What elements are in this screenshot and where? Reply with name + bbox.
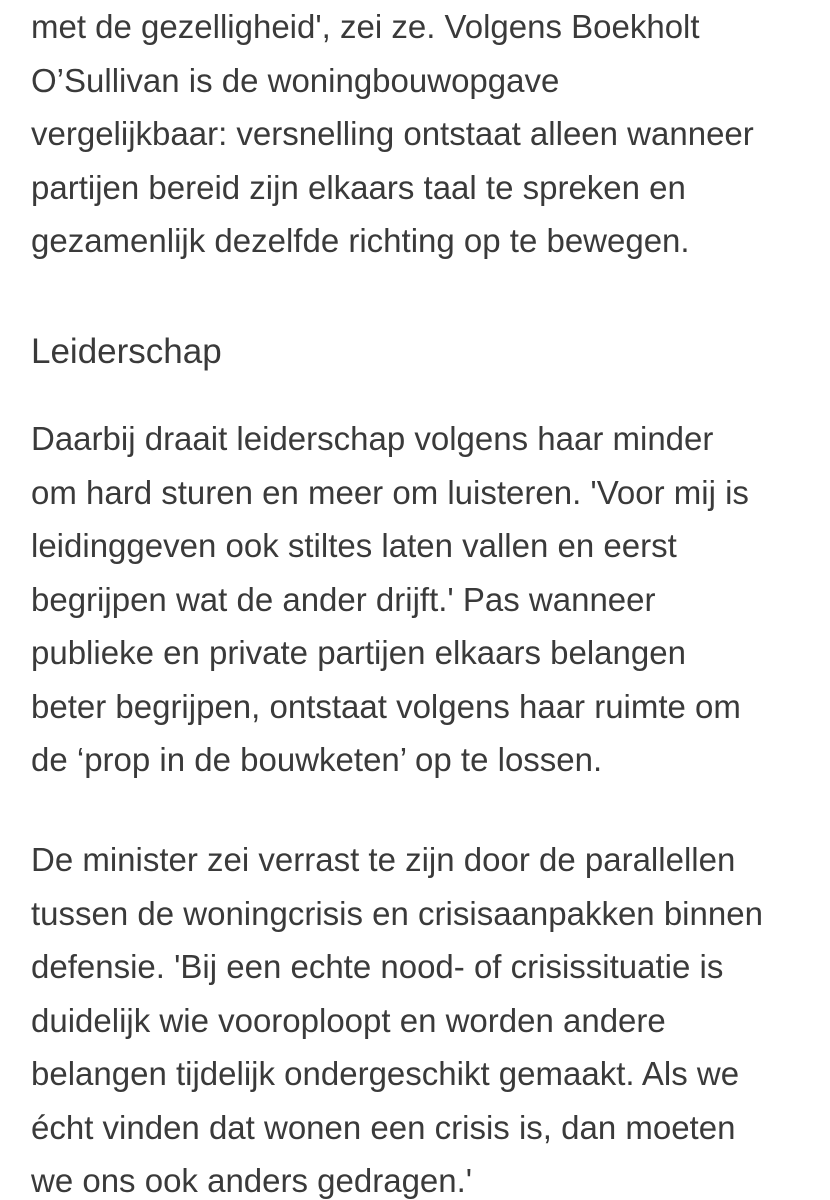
paragraph-minister	[31, 833, 763, 1200]
paragraph-line: begrijpen wat de ander drijft.' Pas wanneer	[31, 580, 656, 618]
paragraph-line: de ‘prop in de bouwketen’ op te lossen.	[31, 741, 603, 778]
paragraph-line: écht vinden dat wonen een crisis is, dan moeten	[31, 1108, 736, 1146]
paragraph-line: we ons ook anders gedragen.'	[31, 1162, 473, 1199]
paragraph-line: met de gezelligheid', zei ze. Volgens Boekholt	[31, 8, 700, 45]
paragraph-line: De minister zei verrast te zijn door de parallellen	[31, 841, 736, 878]
paragraph-line: duidelijk wie vooroploopt en worden andere	[31, 1001, 666, 1039]
paragraph-line: partijen bereid zijn elkaars taal te spreken en	[31, 168, 686, 206]
paragraph-line: publieke en private partijen elkaars belangen	[31, 634, 686, 671]
paragraph-line: vergelijkbaar: versnelling ontstaat alleen wanneer	[31, 115, 754, 152]
paragraph-leadership	[31, 412, 749, 787]
paragraph-line: leidinggeven ook stiltes laten vallen en eerst	[31, 527, 677, 564]
section-heading-leiderschap: Leiderschap	[31, 332, 222, 371]
paragraph-line: om hard sturen en meer om luisteren. 'Voor mij is	[31, 473, 749, 511]
paragraph-line: beter begrijpen, ontstaat volgens haar ruimte om	[31, 687, 741, 725]
paragraph-line: tussen de woningcrisis en crisisaanpakken binnen	[31, 894, 763, 932]
paragraph-line: gezamenlijk dezelfde richting op te bewegen.	[31, 222, 690, 259]
paragraph-intro-quote	[31, 0, 754, 268]
paragraph-line: defensie. 'Bij een echte nood- of crisissituatie is	[31, 948, 724, 985]
paragraph-line: O’Sullivan is de woningbouwopgave	[31, 61, 560, 99]
paragraph-line: Daarbij draait leiderschap volgens haar minder	[31, 420, 714, 457]
paragraph-line: belangen tijdelijk ondergeschikt gemaakt. Als we	[31, 1055, 740, 1092]
